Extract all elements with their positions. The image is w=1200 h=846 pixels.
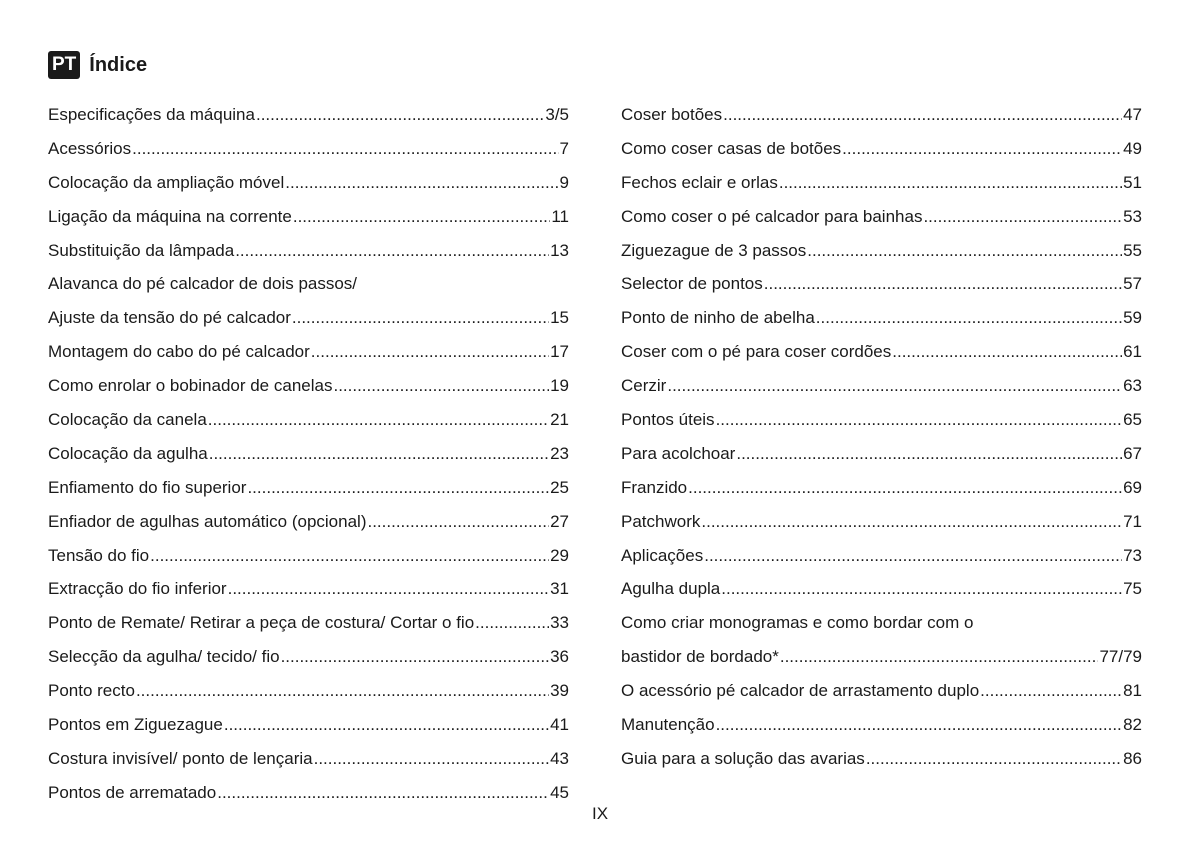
toc-entry-label: Substituição da lâmpada (48, 240, 235, 260)
dot-leader (780, 640, 1099, 674)
dot-leader (667, 369, 1122, 403)
toc-entry[interactable] (48, 369, 569, 403)
toc-entry[interactable] (48, 166, 569, 200)
page-number: IX (591, 804, 609, 823)
toc-entry[interactable] (621, 200, 1142, 234)
dot-leader (293, 200, 551, 234)
toc-entry-page: 65 (1123, 410, 1142, 430)
toc-entry-page: 57 (1123, 274, 1142, 294)
dot-leader (292, 301, 549, 335)
toc-entry[interactable] (48, 505, 569, 539)
toc-entry[interactable] (48, 234, 569, 268)
toc-entry-page: 23 (550, 443, 569, 463)
toc-entry[interactable] (621, 572, 1142, 606)
toc-entry-label: Selector de pontos (621, 274, 763, 294)
toc-entry[interactable] (621, 267, 1142, 301)
toc-entry-label: Para acolchoar (621, 443, 736, 463)
dot-leader (256, 98, 544, 132)
toc-entry-label: Colocação da canela (48, 410, 207, 430)
toc-entry[interactable] (48, 98, 569, 132)
toc-entry-label: Franzido (621, 477, 688, 497)
toc-entry-label: Ponto de ninho de abelha (621, 308, 815, 328)
toc-entry-page: 47 (1123, 105, 1142, 124)
dot-leader (688, 471, 1122, 505)
dot-leader (764, 267, 1122, 301)
toc-entry-label: Coser botões (621, 105, 723, 124)
dot-leader (816, 301, 1122, 335)
toc-entry-label: Tensão do fio (48, 545, 150, 565)
dot-leader (281, 640, 550, 674)
dot-leader (475, 606, 549, 640)
toc-entry-label: bastidor de bordado* (621, 647, 779, 667)
toc-entry[interactable] (621, 403, 1142, 437)
dot-leader (228, 572, 549, 606)
toc-entry-label: Enfiador de agulhas automático (opcional) (48, 511, 367, 531)
toc-entry-label: Ziguezague de 3 passos (621, 240, 807, 260)
toc-entry-page: 27 (550, 511, 569, 531)
toc-entry-page: 21 (550, 410, 569, 430)
toc-entry-page: 67 (1123, 443, 1142, 463)
toc-entry-page: 73 (1123, 545, 1142, 565)
dot-leader (209, 437, 549, 471)
toc-entry-page: 7 (559, 138, 569, 158)
toc-entry-label: Extracção do fio inferior (48, 579, 227, 599)
toc-entry-label: Pontos em Ziguezague (48, 715, 223, 735)
toc-entry-label: Montagem do cabo do pé calcador (48, 342, 310, 362)
toc-entry[interactable] (48, 200, 569, 234)
dot-leader (923, 200, 1122, 234)
toc-entry-label: Agulha dupla (621, 579, 721, 599)
toc-entry-label: Fechos eclair e orlas (621, 172, 778, 192)
toc-entry[interactable] (621, 505, 1142, 539)
toc-entry-page: 15 (550, 308, 569, 328)
toc-entry-label: Ajuste da tensão do pé calcador (48, 308, 291, 328)
toc-entry-label: O acessório pé calcador de arrastamento duplo (621, 681, 980, 701)
dot-leader (716, 403, 1123, 437)
dot-leader (842, 132, 1122, 166)
toc-entry-page: 59 (1123, 308, 1142, 328)
toc-entry[interactable] (621, 640, 1142, 674)
dot-leader (704, 539, 1122, 573)
toc-entry-page: 19 (550, 376, 569, 396)
toc-entry-page: 43 (550, 748, 569, 768)
dot-leader (807, 234, 1122, 268)
dot-leader (247, 471, 549, 505)
toc-entry[interactable] (48, 437, 569, 471)
toc-entry-page: 31 (550, 579, 569, 599)
toc-entry[interactable] (621, 369, 1142, 403)
toc-entry[interactable] (48, 674, 569, 708)
dot-leader (285, 166, 558, 200)
toc-entry-label: Ponto de Remate/ Retirar a peça de costura/ Cortar o fio (48, 613, 475, 633)
toc-entry[interactable] (48, 640, 569, 674)
dot-leader (235, 234, 549, 268)
toc-entry[interactable] (621, 335, 1142, 369)
page-title: Índice (89, 54, 148, 76)
toc-entry-label: Como coser casas de botões (621, 138, 842, 158)
dot-leader (208, 403, 549, 437)
toc-entry[interactable] (621, 708, 1142, 742)
toc-entry-page: 51 (1123, 172, 1142, 192)
toc-entry[interactable] (48, 708, 569, 742)
dot-leader (224, 708, 549, 742)
toc-entry-label: Alavanca do pé calcador de dois passos/ (48, 274, 358, 294)
dot-leader (311, 335, 549, 369)
toc-entry[interactable] (48, 335, 569, 369)
language-badge: PT (48, 51, 80, 79)
toc-entry[interactable] (621, 539, 1142, 573)
toc-entry[interactable] (621, 437, 1142, 471)
toc-entry[interactable] (48, 539, 569, 573)
toc-entry-label: Como coser o pé calcador para bainhas (621, 206, 923, 226)
toc-entry-label: Selecção da agulha/ tecido/ fio (48, 647, 280, 667)
toc-entry[interactable] (621, 674, 1142, 708)
toc-entry-page: 25 (550, 477, 569, 497)
toc-entry[interactable] (48, 132, 569, 166)
toc-entry[interactable] (621, 132, 1142, 166)
dot-leader (150, 539, 549, 573)
toc-entry[interactable] (48, 301, 569, 335)
toc-entry-label: Ligação da máquina na corrente (48, 206, 292, 226)
toc-entry-label: Como enrolar o bobinador de canelas (48, 376, 333, 396)
dot-leader (892, 335, 1122, 369)
toc-entry[interactable] (621, 471, 1142, 505)
toc-entry-label: Especificações da máquina (48, 105, 255, 124)
toc-entry-label: Pontos úteis (621, 410, 715, 430)
toc-entry-page: 33 (550, 613, 569, 633)
toc-entry[interactable] (621, 606, 1142, 640)
toc-entry-label: Costura invisível/ ponto de lençaria (48, 748, 313, 768)
toc-entry-page: 36 (550, 647, 569, 667)
toc-entry-page: 69 (1123, 477, 1142, 497)
toc-entry[interactable] (621, 98, 1142, 132)
toc-entry-label: Coser com o pé para coser cordões (621, 342, 892, 362)
toc-entry[interactable] (621, 166, 1142, 200)
dot-leader (701, 505, 1122, 539)
dot-leader (136, 674, 549, 708)
toc-entry-label: Manutenção (621, 715, 715, 735)
toc-entry-label: Guia para a solução das avarias (621, 748, 865, 768)
toc-entry-label: Pontos de arrematado (48, 782, 217, 802)
toc-entry[interactable] (621, 301, 1142, 335)
toc-entry-page: 45 (550, 782, 569, 802)
toc-left-column (48, 98, 569, 810)
dot-leader (367, 505, 549, 539)
toc-entry[interactable] (48, 267, 569, 301)
dot-leader (314, 742, 549, 776)
dot-leader (132, 132, 558, 166)
toc-entry-page: 61 (1123, 342, 1142, 362)
dot-leader (736, 437, 1122, 471)
toc-entry-label: Como criar monogramas e como bordar com o (621, 613, 974, 633)
index-header (48, 51, 147, 79)
toc-entry-label: Aplicações (621, 545, 704, 565)
toc-entry-label: Patchwork (621, 511, 701, 531)
toc-entry[interactable] (48, 742, 569, 776)
toc-entry-label: Ponto recto (48, 681, 135, 701)
toc-entry-label: Cerzir (621, 376, 667, 396)
toc-entry-label: Colocação da agulha (48, 443, 208, 463)
toc-entry-page: 17 (550, 342, 569, 362)
toc-entry-page: 13 (550, 240, 569, 260)
toc-entry-page: 49 (1123, 138, 1142, 158)
toc-entry-label: Enfiamento do fio superior (48, 477, 247, 497)
toc-entry[interactable] (48, 471, 569, 505)
toc-entry-page: 9 (559, 172, 569, 192)
toc-entry[interactable] (48, 572, 569, 606)
toc-entry-page: 55 (1123, 240, 1142, 260)
dot-leader (866, 742, 1122, 776)
dot-leader (721, 572, 1122, 606)
dot-leader (333, 369, 549, 403)
dot-leader (723, 98, 1122, 132)
dot-leader (716, 708, 1123, 742)
toc-entry[interactable] (621, 234, 1142, 268)
toc-entry[interactable] (48, 606, 569, 640)
toc-entry-page: 82 (1123, 715, 1142, 735)
toc-entry-page: 86 (1123, 748, 1142, 768)
toc-entry-page: 41 (550, 715, 569, 735)
toc-entry-page: 75 (1123, 579, 1142, 599)
toc-entry-page: 11 (551, 206, 569, 226)
toc-entry-page: 81 (1123, 681, 1142, 701)
toc-entry-page: 3/5 (545, 105, 569, 124)
toc-entry[interactable] (48, 403, 569, 437)
toc-entry-page: 63 (1123, 376, 1142, 396)
toc-entry-label: Colocação da ampliação móvel (48, 172, 285, 192)
toc-entry[interactable] (621, 742, 1142, 776)
toc-entry-page: 53 (1123, 206, 1142, 226)
dot-leader (779, 166, 1122, 200)
toc-entry-page: 39 (550, 681, 569, 701)
toc-right-column (621, 98, 1142, 776)
toc-entry-page: 29 (550, 545, 569, 565)
toc-entry-page: 71 (1123, 511, 1142, 531)
toc-entry-page: 77/79 (1099, 647, 1142, 667)
dot-leader (980, 674, 1122, 708)
toc-entry-label: Acessórios (48, 138, 132, 158)
